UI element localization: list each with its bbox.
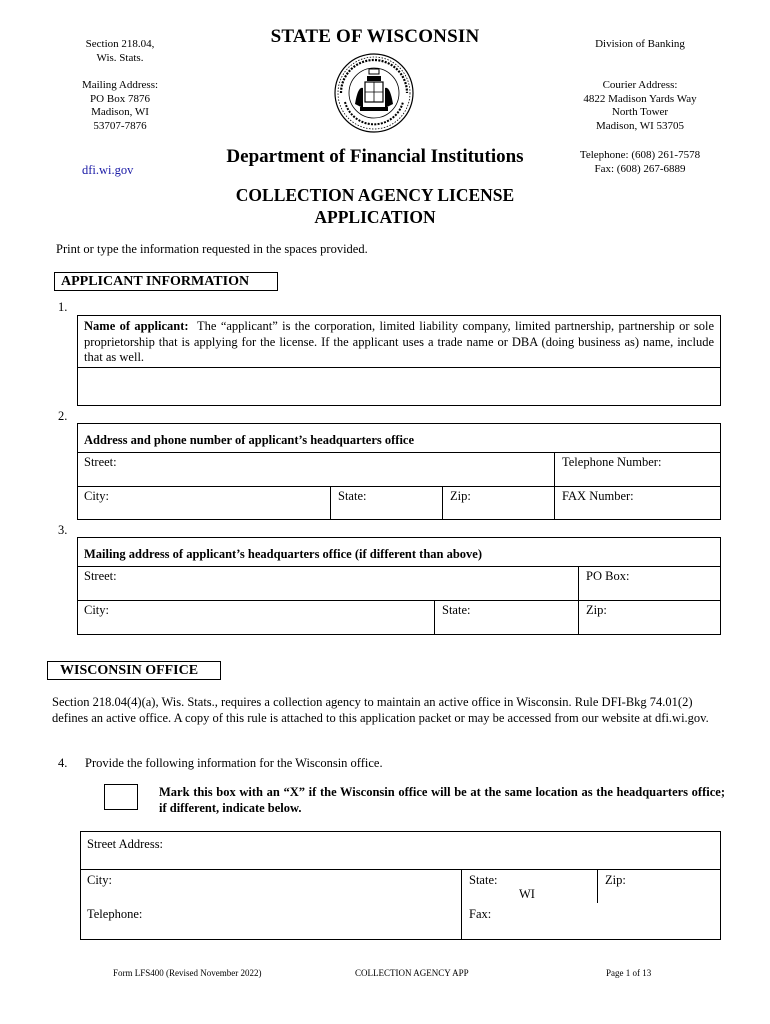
- page-number: Page 1 of 13: [606, 968, 652, 978]
- wisconsin-office-header: WISCONSIN OFFICE: [47, 661, 221, 680]
- wi-state-value: WI: [519, 887, 535, 901]
- website-link[interactable]: dfi.wi.gov: [82, 163, 134, 177]
- department-name: Department of Financial Institutions: [226, 146, 524, 167]
- same-location-instruction: Mark this box with an “X” if the Wisconsin office will be at the same location as the headquarters office; if different, indicate below.: [159, 785, 725, 815]
- question-4-text: Provide the following information for the Wisconsin office.: [85, 756, 383, 770]
- question-number: 4.: [58, 756, 68, 770]
- wi-city-field[interactable]: City:: [87, 873, 113, 887]
- mailing-address-box: [77, 537, 721, 635]
- contact-numbers: Telephone: (608) 261-7578 Fax: (608) 267-6889: [579, 149, 701, 175]
- mailing-address: Mailing Address: PO Box 7876 Madison, WI 53707-7876: [81, 79, 159, 132]
- instructions: Print or type the information requested in the spaces provided.: [56, 242, 368, 256]
- mail-pobox-field[interactable]: PO Box:: [586, 569, 630, 583]
- courier-address: Courier Address: 4822 Madison Yards Way North Tower Madison, WI 53705: [583, 79, 697, 132]
- question-number: 2.: [58, 409, 68, 423]
- question-number: 3.: [58, 523, 68, 537]
- applicant-name-field[interactable]: [78, 369, 720, 405]
- hq-zip-field[interactable]: Zip:: [450, 489, 471, 503]
- hq-telephone-field[interactable]: Telephone Number:: [562, 455, 662, 469]
- mail-street-field[interactable]: Street:: [84, 569, 117, 583]
- hq-city-field[interactable]: City:: [84, 489, 110, 503]
- wi-street-field[interactable]: Street Address:: [87, 837, 164, 851]
- statute-reference: Section 218.04, Wis. Stats.: [85, 38, 155, 64]
- hq-fax-field[interactable]: FAX Number:: [562, 489, 634, 503]
- mail-zip-field[interactable]: Zip:: [586, 603, 607, 617]
- form-title: COLLECTION AGENCY LICENSE APPLICATION: [235, 185, 515, 227]
- wisconsin-office-box: [80, 831, 721, 940]
- question-number: 1.: [58, 300, 68, 314]
- wi-telephone-field[interactable]: Telephone:: [87, 907, 143, 921]
- wi-state-field[interactable]: [463, 870, 597, 904]
- division-name: Division of Banking: [595, 38, 685, 50]
- state-seal-icon: [333, 52, 415, 134]
- wi-fax-field[interactable]: Fax:: [469, 907, 492, 921]
- wisconsin-office-paragraph: Section 218.04(4)(a), Wis. Stats., requires a collection agency to maintain an active office in Wisconsin. Rule DFI-Bkg 74.01(2) defines an active office. A copy of this rule is attached to this application packet or may be accessed from our website at dfi.wi.gov.: [52, 695, 709, 725]
- state-title: STATE OF WISCONSIN: [270, 26, 480, 47]
- mail-city-field[interactable]: City:: [84, 603, 110, 617]
- wi-zip-field[interactable]: Zip:: [605, 873, 626, 887]
- mailing-address-title: Mailing address of applicant’s headquarters office (if different than above): [84, 547, 483, 561]
- headquarters-address-box: [77, 423, 721, 520]
- form-id: Form LFS400 (Revised November 2022): [113, 968, 262, 978]
- form-name: COLLECTION AGENCY APP: [355, 968, 469, 978]
- mail-state-field[interactable]: State:: [442, 603, 471, 617]
- applicant-name-box: [77, 315, 721, 406]
- headquarters-address-title: Address and phone number of applicant’s headquarters office: [84, 433, 415, 447]
- wi-state-label: State:: [469, 873, 498, 887]
- applicant-information-header: APPLICANT INFORMATION: [54, 272, 278, 291]
- applicant-name-description: Name of applicant: The “applicant” is the corporation, limited liability company, limited partnership, partnership or sole proprietorship that is applying for the license. If the applicant uses a trade name or DBA (doing business as) name, include that as well.: [84, 319, 714, 364]
- same-location-checkbox[interactable]: [104, 784, 138, 810]
- hq-street-field[interactable]: Street:: [84, 455, 117, 469]
- hq-state-field[interactable]: State:: [338, 489, 367, 503]
